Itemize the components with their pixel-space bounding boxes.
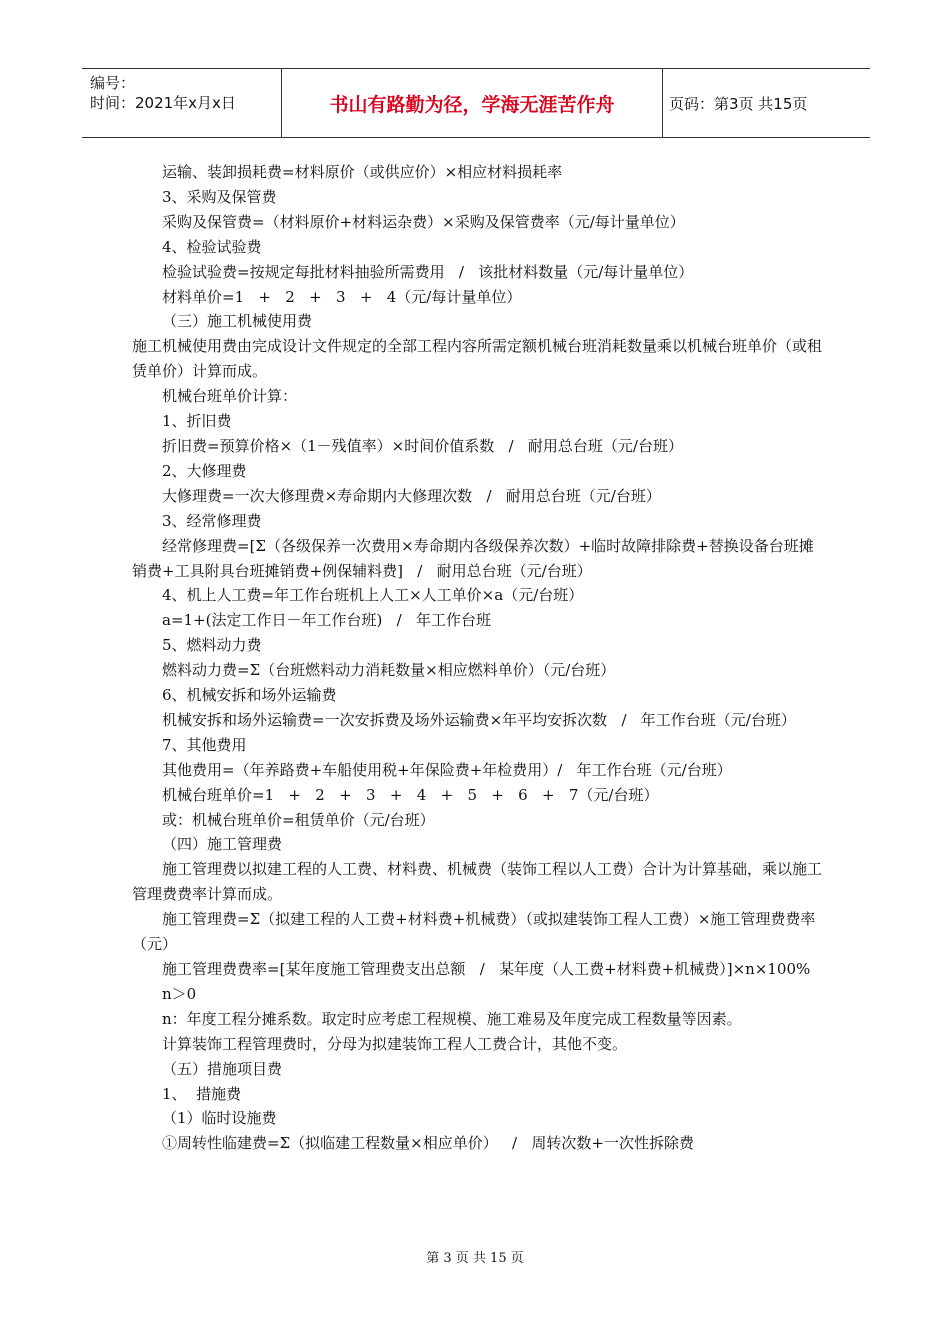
page-header <box>82 68 870 138</box>
body-line: a=1+(法定工作日－年工作台班) / 年工作台班 <box>162 611 491 630</box>
body-line: 折旧费=预算价格×（1－残值率）×时间价值系数 / 耐用总台班（元/台班） <box>162 436 683 455</box>
body-line: （四）施工管理费 <box>162 835 283 854</box>
body-line: ①周转性临建费=Σ（拟临建工程数量×相应单价） / 周转次数+一次性拆除费 <box>162 1134 694 1153</box>
body-line: 机械安拆和场外运输费=一次安拆费及场外运输费×年平均安拆次数 / 年工作台班（元/台班） <box>162 710 796 729</box>
body-line: 4、机上人工费=年工作台班机上人工×人工单价×a（元/台班） <box>162 586 584 605</box>
body-line: 6、机械安拆和场外运输费 <box>162 686 337 705</box>
body-line: 施工管理费=Σ（拟建工程的人工费+材料费+机械费）（或拟建装饰工程人工费）×施工管理费费率（元） <box>132 910 816 954</box>
body-line: 大修理费=一次大修理费×寿命期内大修理次数 / 耐用总台班（元/台班） <box>162 486 661 505</box>
body-line: 3、经常修理费 <box>162 511 262 530</box>
body-line: 1、折旧费 <box>162 412 232 431</box>
body-line: 经常修理费=[Σ（各级保养一次费用×寿命期内各级保养次数）+临时故障排除费+替换设备台班摊销费+工具附具台班摊销费+例保辅料费] / 耐用总台班（元/台班） <box>132 536 814 580</box>
body-line: （三）施工机械使用费 <box>162 312 313 331</box>
body-line: 施工管理费以拟建工程的人工费、材料费、机械费（装饰工程以人工费）合计为计算基础，乘以施工管理费费率计算而成。 <box>132 860 823 904</box>
body-line: 采购及保管费=（材料原价+材料运杂费）×采购及保管费率（元/每计量单位） <box>162 212 685 231</box>
time-label: 时间：2021年x月x日 <box>90 94 236 112</box>
body-line: （1）临时设施费 <box>162 1109 277 1128</box>
body-line: 运输、装卸损耗费=材料原价（或供应价）×相应材料损耗率 <box>162 163 563 181</box>
body-line: n：年度工程分摊系数。取定时应考虑工程规模、施工难易及年度完成工程数量等因素。 <box>162 1009 742 1028</box>
body-line: 其他费用=（年养路费+车船使用税+年保险费+年检费用）/ 年工作台班（元/台班） <box>162 760 732 779</box>
body-line: n＞0 <box>162 984 197 1003</box>
header-info <box>82 69 282 137</box>
body-line: 检验试验费=按规定每批材料抽验所需费用 / 该批材料数量（元/每计量单位） <box>162 262 694 281</box>
number-label: 编号： <box>90 74 136 92</box>
body-line: （五）措施项目费 <box>162 1059 283 1078</box>
body-line: 4、检验试验费 <box>162 237 262 256</box>
body-line: 机械台班单价=1 + 2 + 3 + 4 + 5 + 6 + 7（元/台班） <box>162 785 659 804</box>
page-footer: 第 3 页 共 15 页 <box>426 1251 524 1266</box>
body-line: 计算装饰工程管理费时，分母为拟建装饰工程人工费合计，其他不变。 <box>162 1034 628 1053</box>
document-body <box>132 160 822 1156</box>
body-line: 1、 措施费 <box>162 1084 242 1103</box>
body-line: 施工管理费费率=[某年度施工管理费支出总额 / 某年度（人工费+材料费+机械费）]×n×100% <box>162 960 811 978</box>
body-line: 机械台班单价计算： <box>162 387 298 406</box>
body-line: 燃料动力费=Σ（台班燃料动力消耗数量×相应燃料单价）（元/台班） <box>162 661 616 680</box>
body-line: 7、其他费用 <box>162 735 247 754</box>
body-line: 或：机械台班单价=租赁单价（元/台班） <box>162 810 435 829</box>
body-line: 5、燃料动力费 <box>162 636 262 655</box>
header-page-label: 页码：第3页 共15页 <box>669 94 808 113</box>
body-line: 2、大修理费 <box>162 461 247 480</box>
body-line: 施工机械使用费由完成设计文件规定的全部工程内容所需定额机械台班消耗数量乘以机械台班单价（或租赁单价）计算而成。 <box>132 337 823 381</box>
body-line: 3、采购及保管费 <box>162 187 277 206</box>
body-line: 材料单价=1 + 2 + 3 + 4（元/每计量单位） <box>162 287 522 306</box>
header-motto: 书山有路勤为径，学海无涯苦作舟 <box>282 69 663 137</box>
